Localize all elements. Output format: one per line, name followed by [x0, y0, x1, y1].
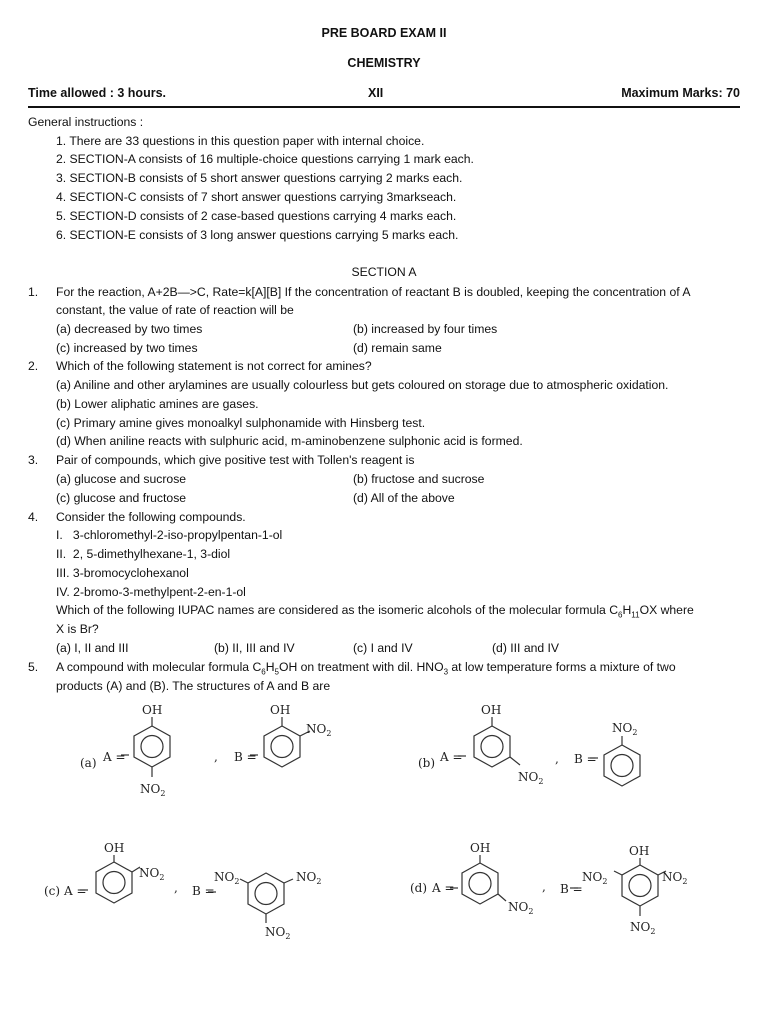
aromatic-circle: [611, 755, 633, 777]
section-a-heading: SECTION A: [351, 265, 417, 279]
no2-group-label: $NO_2$: [612, 721, 638, 737]
question-number: 3.: [28, 453, 39, 467]
benzene-ring: [474, 726, 510, 767]
question-4-prompt-line-2: X is Br?: [56, 622, 99, 636]
option-a: (a) Aniline and other arylamines are usually colourless but gets coloured on storage due to atmospheric oxidation.: [56, 378, 669, 392]
option-a: (a) glucose and sucrose: [56, 472, 187, 486]
instruction-item: 5. SECTION-D consists of 2 case-based questions carrying 4 marks each.: [56, 209, 457, 223]
option-c: (c) Primary amine gives monoalkyl sulphonamide with Hinsberg test.: [56, 416, 426, 430]
instruction-item: 4. SECTION-C consists of 7 short answer questions carrying 3markseach.: [56, 190, 457, 204]
option-b-label: (b): [418, 756, 436, 770]
compound-iii: III. 3-bromocyclohexanol: [56, 566, 189, 580]
aromatic-circle: [141, 736, 163, 758]
b-equals-label: B =: [234, 750, 257, 764]
comma-separator: ,: [555, 752, 559, 766]
instruction-item: 3. SECTION-B consists of 5 short answer questions carrying 2 marks each.: [56, 171, 463, 185]
instructions-heading: General instructions :: [28, 115, 144, 129]
benzene-ring: [134, 726, 170, 767]
a-equals-label: A =: [103, 750, 126, 764]
question-number: 4.: [28, 510, 39, 524]
question-1-line-2: constant, the value of rate of reaction will be: [56, 303, 294, 317]
no2-group-label: $NO_2$: [140, 782, 166, 798]
comma-separator: ,: [174, 881, 178, 895]
a-equals-label: A =: [432, 881, 455, 895]
option-b: (b) II, III and IV: [214, 641, 295, 655]
compound-iv: IV. 2-bromo-3-methylpent-2-en-1-ol: [56, 585, 246, 599]
compound-i: I. 3-chloromethyl-2-iso-propylpentan-1-ol: [56, 528, 283, 542]
option-d: (d) All of the above: [353, 491, 455, 505]
no2-group-label: $NO_2$: [518, 770, 544, 786]
exam-title: PRE BOARD EXAM II: [321, 26, 447, 40]
instruction-item: 6. SECTION-E consists of 3 long answer questions carrying 5 marks each.: [56, 228, 459, 242]
oh-group-label: OH: [104, 841, 125, 855]
option-d: (d) remain same: [353, 341, 442, 355]
option-c-label: (c): [44, 884, 61, 898]
question-1-line-1: For the reaction, A+2B—>C, Rate=k[A][B] If the concentration of reactant B is doubled, keeping the concentration of A: [56, 285, 691, 299]
benzene-ring: [622, 865, 658, 906]
option-d: (d) III and IV: [492, 641, 560, 655]
oh-group-label: OH: [270, 703, 291, 717]
option-a-label: (a): [80, 756, 97, 770]
option-c: (c) glucose and fructose: [56, 491, 187, 505]
question-5-line-1: A compound with molecular formula $C_6H_5OH$ on treatment with dil. $HNO_3$ at low temperature forms a mixture of two: [56, 660, 676, 677]
benzene-ring: [604, 745, 640, 786]
b-equals-label: B =: [574, 752, 597, 766]
no2-group-label: $NO_2$: [265, 925, 291, 941]
compound-ii: II. 2, 5-dimethylhexane-1, 3-diol: [56, 547, 231, 561]
aromatic-circle: [103, 872, 125, 894]
no2-group-label: $NO_2$: [662, 870, 688, 886]
a-equals-label: A =: [64, 884, 87, 898]
oh-group-label: OH: [142, 703, 163, 717]
option-d-label: (d): [410, 881, 428, 895]
no2-group-label: $NO_2$: [630, 920, 656, 936]
question-4-prompt: Which of the following IUPAC names are considered as the isomeric alcohols of the molecular formula $C_6H_{11}OX$ where: [56, 603, 694, 620]
question-3-stem: Pair of compounds, which give positive test with Tollen's reagent is: [56, 453, 415, 467]
b-equals-label: B =: [192, 884, 215, 898]
no2-group-label: $NO_2$: [508, 900, 534, 916]
option-b: (b) increased by four times: [353, 322, 498, 336]
question-2-stem: Which of the following statement is not correct for amines?: [56, 359, 372, 373]
no2-group-label: $NO_2$: [582, 870, 608, 886]
option-b: (b) Lower aliphatic amines are gases.: [56, 397, 259, 411]
comma-separator: ,: [214, 750, 218, 764]
no2-group-label: $NO_2$: [296, 870, 322, 886]
benzene-ring: [462, 863, 498, 904]
b-equals-label: B =: [560, 882, 583, 896]
option-c: (c) I and IV: [353, 641, 413, 655]
aromatic-circle: [481, 736, 503, 758]
oh-group-label: OH: [629, 844, 650, 858]
instruction-item: 1. There are 33 questions in this question paper with internal choice.: [56, 134, 425, 148]
a-equals-label: A =: [440, 750, 463, 764]
no2-group-label: $NO_2$: [306, 722, 332, 738]
benzene-ring: [248, 873, 284, 914]
aromatic-circle: [469, 873, 491, 895]
oh-group-label: OH: [481, 703, 502, 717]
option-a: (a) I, II and III: [56, 641, 129, 655]
comma-separator: ,: [542, 880, 546, 894]
no2-group-label: $NO_2$: [139, 866, 165, 882]
nitrophenol-structures-figure: [0, 695, 768, 965]
instruction-item: 2. SECTION-A consists of 16 multiple-choice questions carrying 1 mark each.: [56, 152, 474, 166]
question-number: 2.: [28, 359, 39, 373]
class-label: XII: [368, 86, 384, 100]
benzene-ring: [96, 862, 132, 903]
question-4-stem: Consider the following compounds.: [56, 510, 246, 524]
question-number: 1.: [28, 285, 39, 299]
aromatic-circle: [255, 883, 277, 905]
option-c: (c) increased by two times: [56, 341, 198, 355]
no2-group-label: $NO_2$: [214, 870, 240, 886]
option-a: (a) decreased by two times: [56, 322, 203, 336]
aromatic-circle: [271, 736, 293, 758]
option-b: (b) fructose and sucrose: [353, 472, 485, 486]
header-divider: [28, 106, 740, 108]
benzene-ring: [264, 726, 300, 767]
question-number: 5.: [28, 660, 39, 674]
max-marks: Maximum Marks: 70: [621, 86, 740, 100]
aromatic-circle: [629, 875, 651, 897]
question-5-line-2: products (A) and (B). The structures of A and B are: [56, 679, 331, 693]
time-allowed: Time allowed : 3 hours.: [28, 86, 166, 100]
subject-title: CHEMISTRY: [347, 56, 421, 70]
option-d: (d) When aniline reacts with sulphuric acid, m-aminobenzene sulphonic acid is formed.: [56, 434, 523, 448]
oh-group-label: OH: [470, 841, 491, 855]
